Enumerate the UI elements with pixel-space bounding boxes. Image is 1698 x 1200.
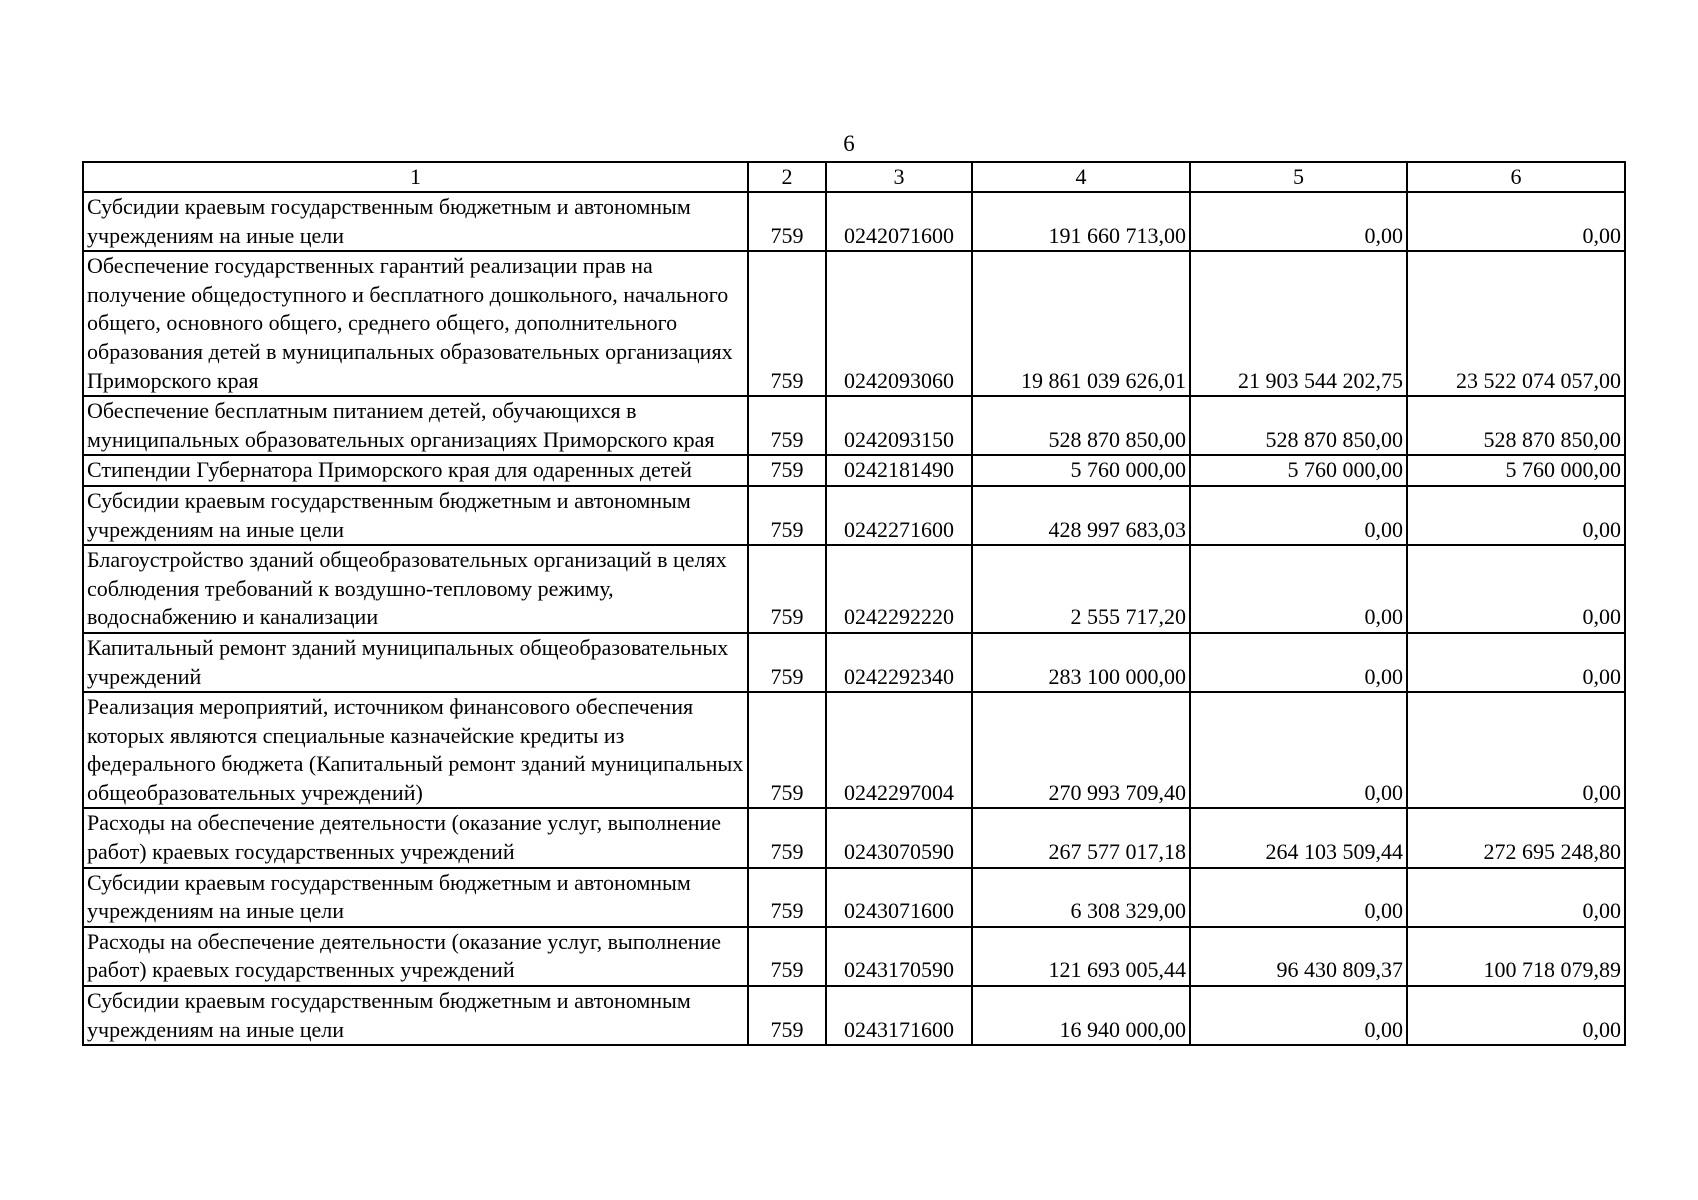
amount-col-6: 528 870 850,00 xyxy=(1407,396,1625,455)
amount-col-4: 16 940 000,00 xyxy=(972,986,1190,1045)
table-row xyxy=(83,486,1625,545)
amount-col-5: 5 760 000,00 xyxy=(1190,455,1407,486)
column-number-row xyxy=(83,162,1625,192)
expense-name: Субсидии краевым государственным бюджетным и автономным учреждениям на иные цели xyxy=(83,868,748,927)
amount-col-6: 0,00 xyxy=(1407,633,1625,692)
expense-name: Капитальный ремонт зданий муниципальных общеобразовательных учреждений xyxy=(83,633,748,692)
grbs-code: 759 xyxy=(748,251,826,396)
amount-col-6: 0,00 xyxy=(1407,986,1625,1045)
budget-table xyxy=(82,161,1626,1046)
expense-name: Субсидии краевым государственным бюджетным и автономным учреждениям на иные цели xyxy=(83,192,748,251)
expense-name: Расходы на обеспечение деятельности (оказание услуг, выполнение работ) краевых государственных учреждений xyxy=(83,927,748,986)
target-article-code: 0243070590 xyxy=(826,808,972,867)
amount-col-5: 0,00 xyxy=(1190,545,1407,633)
amount-col-6: 0,00 xyxy=(1407,545,1625,633)
grbs-code: 759 xyxy=(748,986,826,1045)
amount-col-4: 283 100 000,00 xyxy=(972,633,1190,692)
grbs-code: 759 xyxy=(748,192,826,251)
amount-col-4: 428 997 683,03 xyxy=(972,486,1190,545)
column-number-6: 6 xyxy=(1407,162,1625,192)
expense-name: Реализация мероприятий, источником финансового обеспечения которых являются специальные казначейские кредиты из федерального бюджета (Капитальный ремонт зданий муниципальных общеобразовательных учреждений) xyxy=(83,692,748,808)
column-number-3: 3 xyxy=(826,162,972,192)
table-row xyxy=(83,927,1625,986)
column-number-1: 1 xyxy=(83,162,748,192)
target-article-code: 0242181490 xyxy=(826,455,972,486)
amount-col-6: 0,00 xyxy=(1407,692,1625,808)
target-article-code: 0242297004 xyxy=(826,692,972,808)
amount-col-6: 0,00 xyxy=(1407,192,1625,251)
table-row xyxy=(83,692,1625,808)
column-number-2: 2 xyxy=(748,162,826,192)
amount-col-4: 6 308 329,00 xyxy=(972,868,1190,927)
amount-col-4: 121 693 005,44 xyxy=(972,927,1190,986)
grbs-code: 759 xyxy=(748,633,826,692)
table-row xyxy=(83,192,1625,251)
amount-col-5: 21 903 544 202,75 xyxy=(1190,251,1407,396)
grbs-code: 759 xyxy=(748,455,826,486)
expense-name: Расходы на обеспечение деятельности (оказание услуг, выполнение работ) краевых государственных учреждений xyxy=(83,808,748,867)
table-row xyxy=(83,868,1625,927)
target-article-code: 0242071600 xyxy=(826,192,972,251)
expense-name: Благоустройство зданий общеобразовательных организаций в целях соблюдения требований к воздушно-тепловому режиму, водоснабжению и канализации xyxy=(83,545,748,633)
grbs-code: 759 xyxy=(748,545,826,633)
target-article-code: 0243071600 xyxy=(826,868,972,927)
target-article-code: 0242292340 xyxy=(826,633,972,692)
table-row xyxy=(83,396,1625,455)
amount-col-4: 19 861 039 626,01 xyxy=(972,251,1190,396)
amount-col-6: 23 522 074 057,00 xyxy=(1407,251,1625,396)
amount-col-6: 5 760 000,00 xyxy=(1407,455,1625,486)
amount-col-5: 0,00 xyxy=(1190,192,1407,251)
expense-name: Обеспечение бесплатным питанием детей, обучающихся в муниципальных образовательных организациях Приморского края xyxy=(83,396,748,455)
table-row xyxy=(83,808,1625,867)
amount-col-6: 100 718 079,89 xyxy=(1407,927,1625,986)
target-article-code: 0243170590 xyxy=(826,927,972,986)
expense-name: Субсидии краевым государственным бюджетным и автономным учреждениям на иные цели xyxy=(83,986,748,1045)
table-row xyxy=(83,545,1625,633)
grbs-code: 759 xyxy=(748,808,826,867)
target-article-code: 0242271600 xyxy=(826,486,972,545)
amount-col-4: 267 577 017,18 xyxy=(972,808,1190,867)
target-article-code: 0242093060 xyxy=(826,251,972,396)
grbs-code: 759 xyxy=(748,692,826,808)
expense-name: Субсидии краевым государственным бюджетным и автономным учреждениям на иные цели xyxy=(83,486,748,545)
grbs-code: 759 xyxy=(748,396,826,455)
table-row xyxy=(83,633,1625,692)
amount-col-5: 264 103 509,44 xyxy=(1190,808,1407,867)
grbs-code: 759 xyxy=(748,927,826,986)
amount-col-4: 270 993 709,40 xyxy=(972,692,1190,808)
amount-col-6: 272 695 248,80 xyxy=(1407,808,1625,867)
amount-col-6: 0,00 xyxy=(1407,486,1625,545)
amount-col-5: 528 870 850,00 xyxy=(1190,396,1407,455)
table-row xyxy=(83,986,1625,1045)
table-row xyxy=(83,455,1625,486)
target-article-code: 0242093150 xyxy=(826,396,972,455)
amount-col-4: 191 660 713,00 xyxy=(972,192,1190,251)
amount-col-5: 0,00 xyxy=(1190,633,1407,692)
amount-col-4: 5 760 000,00 xyxy=(972,455,1190,486)
amount-col-5: 0,00 xyxy=(1190,986,1407,1045)
expense-name: Стипендии Губернатора Приморского края для одаренных детей xyxy=(83,455,748,486)
amount-col-5: 0,00 xyxy=(1190,868,1407,927)
amount-col-5: 96 430 809,37 xyxy=(1190,927,1407,986)
target-article-code: 0242292220 xyxy=(826,545,972,633)
page-number: 6 xyxy=(843,131,855,156)
amount-col-6: 0,00 xyxy=(1407,868,1625,927)
target-article-code: 0243171600 xyxy=(826,986,972,1045)
grbs-code: 759 xyxy=(748,486,826,545)
expense-name: Обеспечение государственных гарантий реализации прав на получение общедоступного и бесплатного дошкольного, начального общего, основного общего, среднего общего, дополнительного образования детей в муниципальных образовательных организациях Приморского края xyxy=(83,251,748,396)
amount-col-5: 0,00 xyxy=(1190,692,1407,808)
table-row xyxy=(83,251,1625,396)
column-number-5: 5 xyxy=(1190,162,1407,192)
amount-col-4: 2 555 717,20 xyxy=(972,545,1190,633)
column-number-4: 4 xyxy=(972,162,1190,192)
grbs-code: 759 xyxy=(748,868,826,927)
amount-col-4: 528 870 850,00 xyxy=(972,396,1190,455)
amount-col-5: 0,00 xyxy=(1190,486,1407,545)
